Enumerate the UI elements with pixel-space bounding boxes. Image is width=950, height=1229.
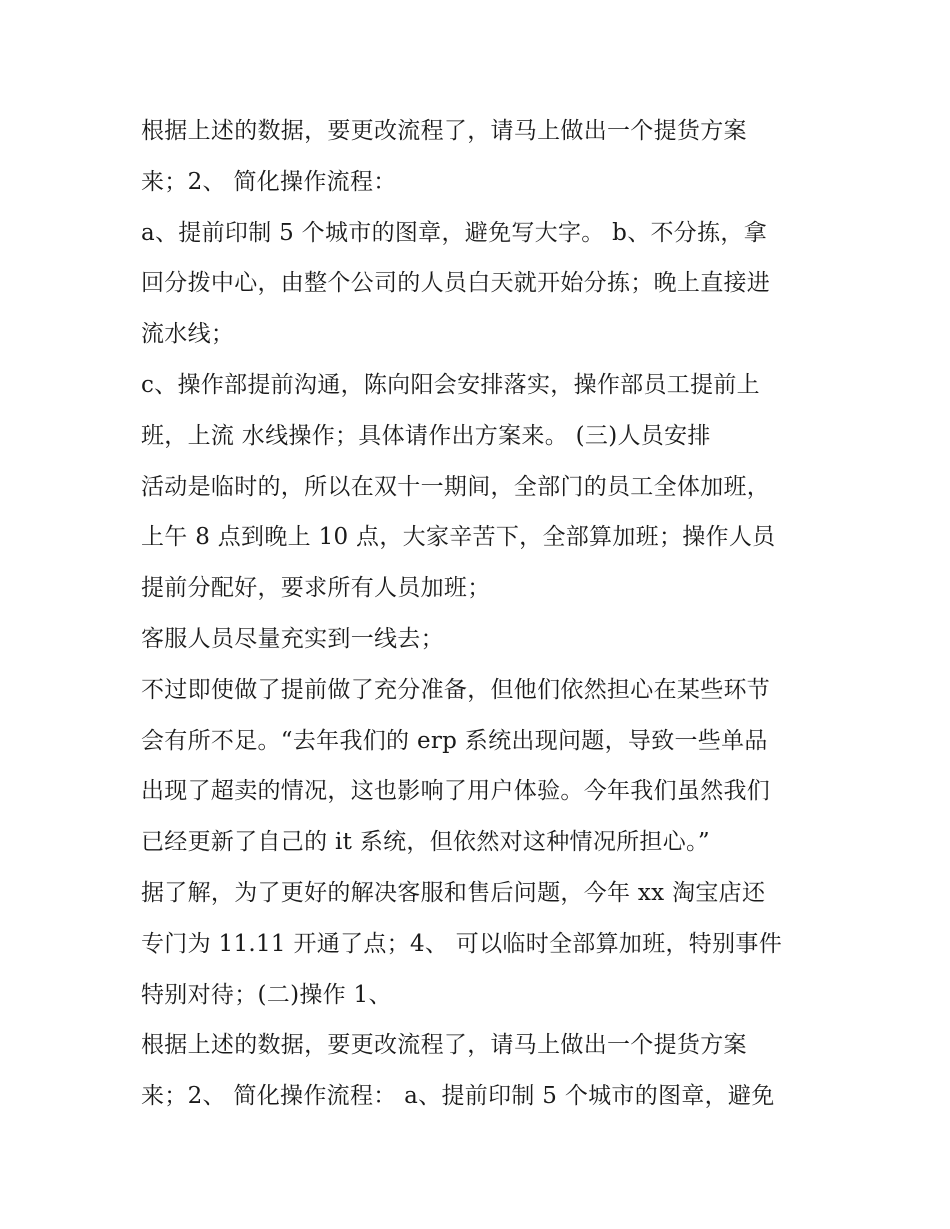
text-line: c、操作部提前沟通，陈向阳会安排落实，操作部员工提前上 — [141, 371, 760, 398]
text-line: 班，上流 水线操作；具体请作出方案来。 (三)人员安排 — [141, 422, 711, 449]
text-line: 上午 8 点到晚上 10 点，大家辛苦下，全部算加班；操作人员 — [141, 524, 776, 551]
text-line: 活动是临时的，所以在双十一期间，全部门的员工全体加班， — [141, 473, 771, 500]
text-line: 不过即使做了提前做了充分准备，但他们依然担心在某些环节 — [141, 676, 771, 703]
text-line: 据了解，为了更好的解决客服和售后问题，今年 xx 淘宝店还 — [141, 879, 766, 906]
text-line: 根据上述的数据，要更改流程了，请马上做出一个提货方案 — [141, 1032, 747, 1059]
text-line: 特别对待；(二)操作 1、 — [141, 981, 392, 1008]
text-line: 来；2、 简化操作流程： — [141, 168, 397, 195]
text-line: 已经更新了自己的 it 系统，但依然对这种情况所担心。” — [141, 829, 710, 856]
body-text — [141, 106, 821, 1122]
text-line: 来；2、 简化操作流程： a、提前印制 5 个城市的图章，避免 — [141, 1083, 775, 1110]
text-line: 提前分配好，要求所有人员加班； — [141, 575, 491, 602]
text-line: a、提前印制 5 个城市的图章，避免写大字。 b、不分拣，拿 — [141, 219, 768, 246]
text-line: 出现了超卖的情况，这也影响了用户体验。今年我们虽然我们 — [141, 778, 771, 805]
text-line: 专门为 11.11 开通了点；4、 可以临时全部算加班，特别事件 — [141, 930, 783, 957]
text-line: 流水线； — [141, 321, 235, 348]
text-line: 根据上述的数据，要更改流程了，请马上做出一个提货方案 — [141, 118, 747, 144]
text-line: 回分拨中心，由整个公司的人员白天就开始分拣；晚上直接进 — [141, 270, 771, 297]
text-line: 客服人员尽量充实到一线去； — [141, 625, 444, 652]
text-line: 会有所不足。“去年我们的 erp 系统出现问题，导致一些单品 — [141, 727, 768, 754]
